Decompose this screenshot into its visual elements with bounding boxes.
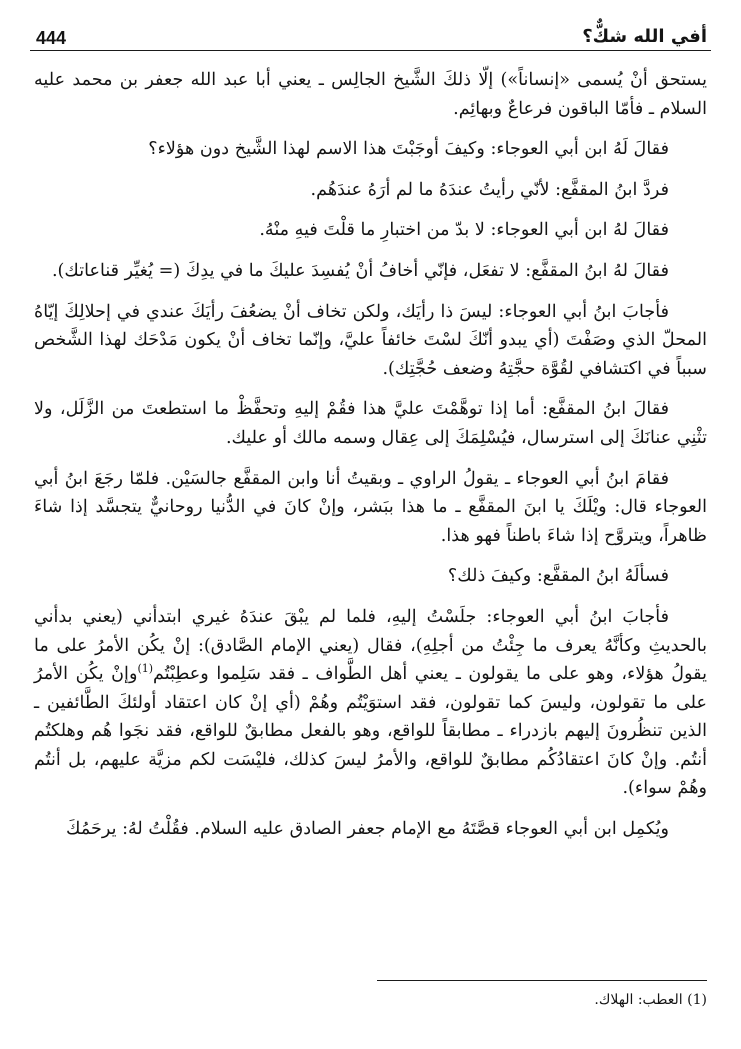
paragraph-text: وإنْ يكُن الأمرُ على ما تقولون، وليسَ كما تقولون، فقد استوَيْتُم وهُمْ (أي إنْ كان اعتقاد أولئكَ الطَّائفين ـ الذين تنظُرونَ إليهم بازدراء ـ مطابقاً للواقع، وهو بالفعل مطابقٌ للواقع، فقد نجَوا هُم وهلكتُم أنتُم. وإنْ كانَ اعتقادُكُم مطابقٌ للواقع، والأمرُ ليسَ كذلك، فليْسَت لكم مزيَّة عليهم، بل أنتُم وهُمْ سواء). bbox=[34, 664, 707, 799]
paragraph-text: فأجابَ ابنُ أبي العوجاء: جلَسْتُ إليهِ، فلما لم يبْقَ عندَهُ غيري ابتدأني (يعني بدأني بالحديثِ وكأنَّهُ يعرف ما جِئْتُ من أجلِهِ)، فقال (يعني الإمام الصَّادق): إنْ يكُن الأمرُ على ما يقولُ هؤلاء، وهو على ما يقولون ـ يعني أهل الطَّواف ـ فقد سَلِموا وعطِبْتُم bbox=[34, 606, 707, 685]
body-text bbox=[34, 66, 707, 844]
footnote-divider bbox=[377, 980, 707, 981]
paragraph: فردَّ ابنُ المقفَّع: لأنّي رأيتُ عندَهُ ما لم أرَهُ عندَهُم. bbox=[310, 179, 669, 200]
paragraph bbox=[34, 603, 707, 803]
paragraph: ويُكمِل ابن أبي العوجاء قصَّتَهُ مع الإمام جعفر الصادق عليه السلام. فقُلْتُ لهُ: يرحَمُكَ bbox=[66, 819, 669, 840]
paragraph: فسألَهُ ابنُ المقفَّع: وكيفَ ذلك؟ bbox=[447, 566, 669, 587]
page-header bbox=[30, 20, 711, 51]
footnote-marker: (1) bbox=[137, 662, 154, 676]
paragraph: فقامَ ابنُ أبي العوجاء ـ يقولُ الراوي ـ وبقيتُ أنا وابن المقفَّع جالسَيْن. فلمّا رجَعَ ابنُ أبي العوجاء قال: ويْلَكَ يا ابنَ المقفَّع ـ ما هذا ببَشر، وإنْ كانَ في الدُّنيا روحانيٌّ يتجسَّد إذا شاءَ ظاهراً، ويتروَّح إذا شاءَ باطناً فهو هذا. bbox=[34, 468, 707, 546]
paragraph: فقالَ ابنُ المقفَّع: أما إذا توهَّمْتَ عليَّ هذا فقُمْ إليهِ وتحفَّظْ ما استطعتَ من الزَّلَل، ولا تثْنِي عنانَكَ إلى استرسال، فيُسْلِمَكَ إلى عِقال وسمه مالك أو عليك. bbox=[34, 399, 707, 448]
footnote-number: (1) bbox=[687, 992, 707, 1008]
paragraph: يستحق أنْ يُسمى «إنساناً») إلّا ذلكَ الشَّيخ الجالِس ـ يعني أبا عبد الله جعفر بن محمد عليه السلام ـ فأمّا الباقون فرعاعٌ وبهائِم. bbox=[34, 70, 707, 119]
running-title: أفي الله شكٌّ؟ bbox=[582, 26, 707, 47]
paragraph: فأجابَ ابنُ أبي العوجاء: ليسَ ذا رأيَك، ولكن تخاف أنْ يضعُفَ رأيَكَ عندي في إحلالِكَ إيّاهُ المحلّ الذي وصَفْتَ (أي يبدو أنّكَ لسْتَ خائفاً عليَّ، وإنّما تخاف أنْ يكون مَدْحَك لهذا الشَّخص سبباً في اكتشافي لقُوَّة حجَّتِهُ وضعف حُجَّتِك). bbox=[34, 301, 707, 379]
footnote bbox=[34, 990, 707, 1010]
footnote-text: العطب: الهلاك. bbox=[594, 992, 683, 1008]
paragraph: فقالَ لهُ ابنُ المقفَّع: لا تفعَل، فإنّي أخافُ أنْ يُفسِدَ عليكَ ما في يدِكَ (= يُغيِّر قناعاتك). bbox=[51, 260, 669, 281]
page-number: 444 bbox=[36, 28, 67, 48]
paragraph: فقالَ لَهُ ابن أبي العوجاء: وكيفَ أوجَبْتَ هذا الاسم لهذا الشَّيخ دون هؤلاء؟ bbox=[148, 139, 669, 160]
paragraph: فقالَ لهُ ابن أبي العوجاء: لا بدّ من اختبارِ ما قلْتَ فيهِ منْهُ. bbox=[259, 220, 669, 241]
